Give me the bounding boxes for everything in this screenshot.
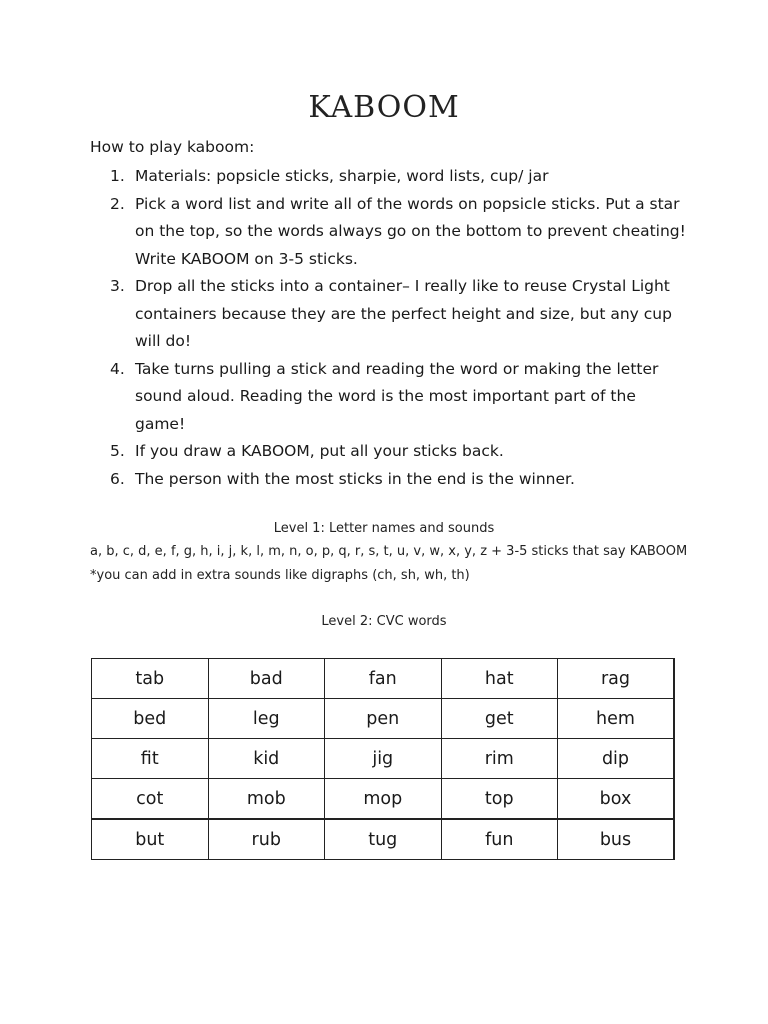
table-cell: mob	[208, 779, 325, 820]
table-cell: fit	[92, 739, 209, 779]
step-number: 1.	[110, 167, 125, 185]
step-text: Pick a word list and write all of the words on popsicle sticks. Put a star on the top, so the words always go on the bottom to prevent cheating! Write KABOOM on 3-5 sticks.	[135, 194, 686, 268]
step-text: Materials: popsicle sticks, sharpie, word lists, cup/ jar	[135, 167, 549, 185]
instruction-step	[90, 466, 690, 494]
instruction-step	[90, 273, 690, 356]
table-cell: rub	[208, 819, 325, 860]
table-cell: fun	[441, 819, 558, 860]
table-row	[92, 739, 675, 779]
table-cell: rim	[441, 739, 558, 779]
step-number: 5.	[110, 442, 125, 460]
table-cell: get	[441, 699, 558, 739]
instruction-step	[90, 438, 690, 466]
table-cell: kid	[208, 739, 325, 779]
step-text: If you draw a KABOOM, put all your sticks back.	[135, 442, 504, 460]
instruction-step	[90, 191, 690, 274]
step-number: 3.	[110, 277, 125, 295]
table-row	[92, 659, 675, 699]
table-cell: leg	[208, 699, 325, 739]
table-cell: bed	[92, 699, 209, 739]
table-cell: cot	[92, 779, 209, 820]
intro-text: How to play kaboom:	[90, 138, 255, 156]
table-cell: tab	[92, 659, 209, 699]
step-text: Take turns pulling a stick and reading the word or making the letter sound aloud. Reading the word is the most important part of the game!	[135, 359, 659, 433]
step-text: Drop all the sticks into a container– I really like to reuse Crystal Light containers because they are the perfect height and size, but any cup will do!	[135, 277, 672, 350]
level2-heading: Level 2: CVC words	[321, 614, 447, 629]
table-cell: hem	[558, 699, 675, 739]
table-cell: bus	[558, 819, 675, 860]
table-cell: bad	[208, 659, 325, 699]
step-number: 4.	[110, 359, 125, 378]
table-cell: hat	[441, 659, 558, 699]
table-cell: top	[441, 779, 558, 820]
table-cell: box	[558, 779, 675, 820]
level1-letters: a, b, c, d, e, f, g, h, i, j, k, l, m, n, o, p, q, r, s, t, u, v, w, x, y, z + 3-5 sticks that say KABOOM	[90, 544, 688, 559]
level1-note: *you can add in extra sounds like digraphs (ch, sh, wh, th)	[90, 568, 470, 583]
table-row	[92, 819, 675, 860]
step-number: 2.	[110, 194, 125, 213]
instruction-step	[90, 163, 690, 191]
table-cell: jig	[325, 739, 442, 779]
table-cell: pen	[325, 699, 442, 739]
table-cell: tug	[325, 819, 442, 860]
table-row	[92, 779, 675, 820]
table-cell: dip	[558, 739, 675, 779]
instruction-step	[90, 356, 690, 439]
cvc-word-table	[91, 658, 675, 860]
step-number: 6.	[110, 469, 125, 488]
level1-heading: Level 1: Letter names and sounds	[273, 521, 495, 536]
table-cell: rag	[558, 659, 675, 699]
table-cell: fan	[325, 659, 442, 699]
page-title: KABOOM	[308, 90, 460, 125]
instructions-list	[90, 163, 690, 493]
table-row	[92, 699, 675, 739]
step-text: The person with the most sticks in the end is the winner.	[135, 469, 575, 488]
table-cell: but	[92, 819, 209, 860]
table-cell: mop	[325, 779, 442, 820]
